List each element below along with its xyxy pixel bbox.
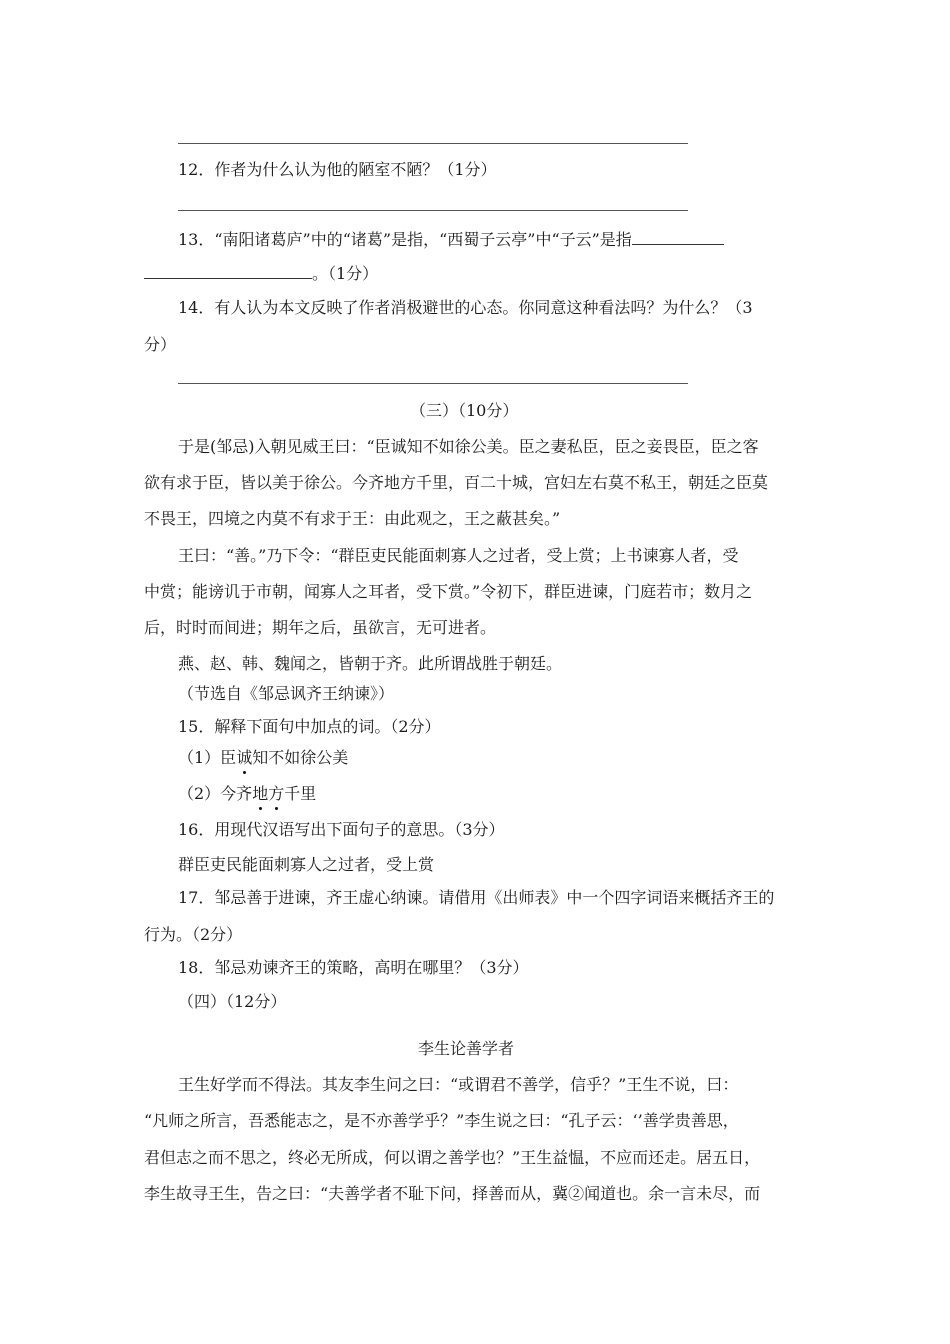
question-14-line2: 分）	[144, 335, 177, 354]
section-4-heading: （四）（12分）	[178, 992, 287, 1011]
question-17-line1: 17．邹忌善于进谏，齐王虚心纳谏。请借用《出师表》中一个四字词语来概括齐王的	[178, 888, 775, 907]
answer-line	[178, 143, 688, 144]
question-12: 12．作者为什么认为他的陋室不陋？（1分）	[178, 160, 497, 179]
answer-line	[178, 383, 688, 384]
passage-3-p1-l1: 于是(邹忌)入朝见威王曰：“臣诚知不如徐公美。臣之妻私臣，臣之妾畏臣，臣之客	[178, 437, 759, 456]
dotted-word: 地	[252, 784, 269, 803]
passage-3-source: （节选自《邹忌讽齐王纳谏》）	[178, 684, 395, 703]
dotted-word: 方	[268, 784, 285, 803]
question-13-score: 。（1分）	[312, 264, 379, 283]
passage-3-p3: 燕、赵、韩、魏闻之，皆朝于齐。此所谓战胜于朝廷。	[178, 654, 563, 673]
question-13-text: 13．“南阳诸葛庐”中的“诸葛”是指，“西蜀子云亭”中“子云”是指	[178, 230, 632, 249]
passage-3-p1-l2: 欲有求于臣，皆以美于徐公。今齐地方千里，百二十城，宫妇左右莫不私王，朝廷之臣莫	[144, 473, 769, 492]
fill-blank	[144, 262, 312, 279]
answer-line	[178, 210, 688, 211]
passage-4-l1: 王生好学而不得法。其友李生问之曰：“或谓君不善学，信乎？”王生不说，曰：	[178, 1075, 739, 1094]
item-text: （2）今齐	[178, 784, 253, 803]
item-text: （1）臣	[178, 748, 237, 767]
question-15: 15．解释下面句中加点的词。（2分）	[178, 717, 441, 736]
section-3-heading: （三）（10分）	[410, 401, 519, 420]
passage-3-p2-l2: 中赏；能谤讥于市朝，闻寡人之耳者，受下赏。”令初下，群臣进谏，门庭若市；数月之	[144, 582, 753, 601]
question-15-item-2	[178, 783, 316, 805]
passage-3-p2-l3: 后，时时而间进；期年之后，虽欲言，无可进者。	[144, 618, 497, 637]
question-16-sentence: 群臣吏民能面刺寡人之过者，受上赏	[178, 855, 435, 874]
question-16: 16．用现代汉语写出下面句子的意思。（3分）	[178, 820, 505, 839]
fill-blank	[632, 228, 724, 245]
dotted-word: 诚	[236, 748, 253, 767]
passage-4-l3: 君但志之而不思之，终必无所成，何以谓之善学也？”王生益愠，不应而还走。居五日，	[144, 1148, 761, 1167]
question-17-line2: 行为。（2分）	[144, 925, 243, 944]
question-13-line1	[178, 228, 724, 251]
item-text: 知不如徐公美	[252, 748, 349, 767]
question-13-line2	[144, 262, 378, 285]
passage-4-title: 李生论善学者	[418, 1039, 515, 1058]
question-15-item-1	[178, 747, 348, 769]
question-18: 18．邹忌劝谏齐王的策略，高明在哪里？（3分）	[178, 958, 529, 977]
item-text: 千里	[284, 784, 317, 803]
passage-3-p1-l3: 不畏王，四境之内莫不有求于王：由此观之，王之蔽甚矣。”	[144, 509, 561, 528]
passage-4-l4: 李生故寻王生，告之曰：“夫善学者不耻下问，择善而从，冀②闻道也。余一言未尽，而	[144, 1184, 761, 1203]
passage-3-p2-l1: 王曰：“善。”乃下令：“群臣吏民能面刺寡人之过者，受上赏；上书谏寡人者，受	[178, 546, 739, 565]
question-14-line1: 14．有人认为本文反映了作者消极避世的心态。你同意这种看法吗？为什么？（3	[178, 298, 753, 317]
passage-4-l2: “凡师之所言，吾悉能志之，是不亦善学乎？”李生说之曰：“孔子云：‘’善学贵善思，	[144, 1111, 739, 1130]
